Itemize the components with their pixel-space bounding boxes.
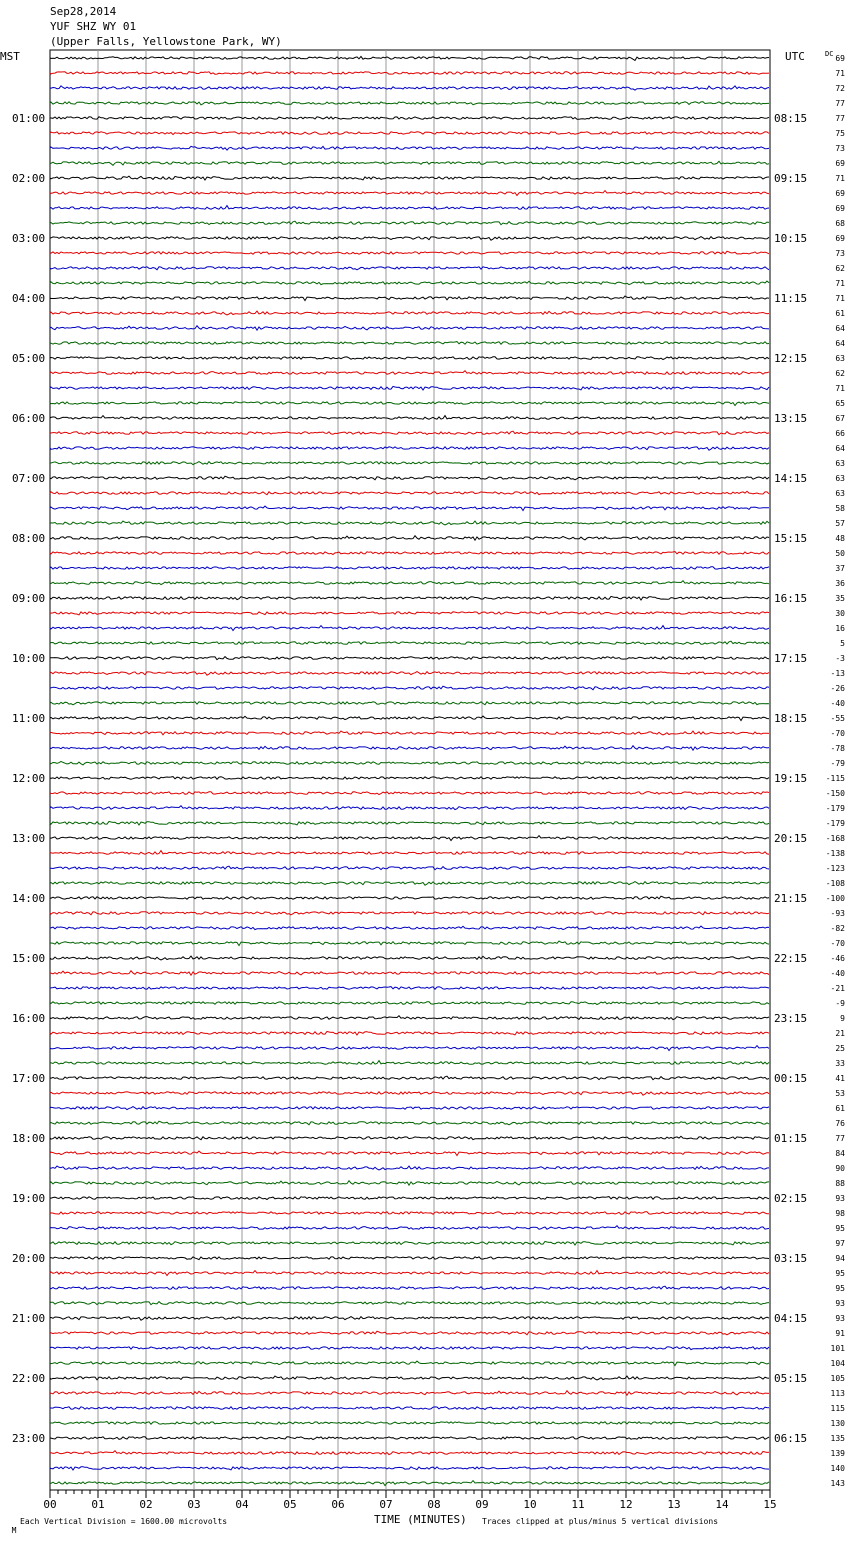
trace-row: [50, 281, 769, 285]
dc-offset-label: 36: [835, 579, 845, 588]
trace-row: [50, 1451, 769, 1455]
x-axis-label: TIME (MINUTES): [374, 1513, 467, 1526]
left-hour-label: 13:00: [12, 832, 46, 845]
trace-row: [50, 1212, 769, 1215]
plot-frame: [50, 50, 770, 1490]
trace-row: [50, 1317, 769, 1321]
dc-offset-label: 64: [835, 324, 845, 333]
trace-row: [50, 296, 769, 301]
scale-note: Each Vertical Division = 1600.00 microvolts: [20, 1517, 228, 1526]
trace-row: [50, 821, 769, 825]
dc-offset-label: 95: [835, 1284, 845, 1293]
dc-offset-label: 63: [835, 489, 845, 498]
dc-offset-label: 135: [830, 1434, 845, 1443]
dc-offset-label: 63: [835, 474, 845, 483]
x-tick-label: 06: [331, 1498, 345, 1511]
trace-row: [50, 612, 769, 615]
x-tick-label: 00: [43, 1498, 57, 1511]
trace-row: [50, 1226, 769, 1230]
x-tick-label: 09: [475, 1498, 489, 1511]
dc-offset-label: 41: [835, 1074, 845, 1083]
left-hour-label: 05:00: [12, 352, 46, 365]
trace-row: [50, 1271, 769, 1276]
trace-row: [50, 761, 769, 765]
trace-row: [50, 402, 769, 406]
x-tick-label: 05: [283, 1498, 297, 1511]
dc-offset-label: 71: [835, 294, 845, 303]
dc-offset-label: 95: [835, 1224, 845, 1233]
dc-offset-label: -79: [830, 759, 845, 768]
dc-offset-label: 69: [835, 54, 845, 63]
dc-offset-label: 62: [835, 264, 845, 273]
dc-offset-label: 105: [830, 1374, 845, 1383]
trace-row: [50, 1437, 769, 1440]
trace-row: [50, 371, 769, 375]
left-hour-label: 21:00: [12, 1312, 46, 1325]
trace-row: [50, 866, 769, 870]
x-tick-label: 08: [427, 1498, 441, 1511]
dc-offset-label: 48: [835, 534, 845, 543]
dc-offset-label: 53: [835, 1089, 845, 1098]
dc-offset-label: 67: [835, 414, 845, 423]
trace-row: [50, 912, 769, 915]
dc-offset-label: 69: [835, 234, 845, 243]
trace-row: [50, 1376, 769, 1380]
trace-row: [50, 702, 769, 705]
dc-offset-label: 33: [835, 1059, 845, 1068]
right-hour-label: 01:15: [774, 1132, 808, 1145]
trace-row: [50, 777, 769, 780]
trace-row: [50, 1347, 769, 1350]
right-hour-label: 00:15: [774, 1072, 808, 1085]
trace-row: [50, 1031, 769, 1035]
trace-row: [50, 806, 769, 810]
dc-offset-label: 77: [835, 1134, 845, 1143]
trace-row: [50, 836, 769, 841]
dc-offset-label: 63: [835, 459, 845, 468]
trace-row: [50, 416, 769, 420]
dc-offset-label: 93: [835, 1299, 845, 1308]
trace-row: [50, 581, 769, 585]
trace-row: [50, 1016, 769, 1020]
trace-row: [50, 1286, 769, 1289]
trace-row: [50, 971, 769, 976]
dc-offset-label: 93: [835, 1194, 845, 1203]
dc-offset-label: 66: [835, 429, 845, 438]
dc-offset-label: 68: [835, 219, 845, 228]
dc-offset-label: 143: [830, 1479, 845, 1488]
left-hour-label: 06:00: [12, 412, 46, 425]
trace-row: [50, 326, 769, 331]
trace-row: [50, 716, 769, 721]
x-tick-label: 13: [667, 1498, 681, 1511]
dc-offset-label: 91: [835, 1329, 845, 1338]
trace-row: [50, 1076, 769, 1080]
dc-offset-label: -70: [830, 729, 845, 738]
trace-row: [50, 447, 769, 450]
trace-row: [50, 72, 769, 75]
dc-offset-label: 73: [835, 249, 845, 258]
trace-row: [50, 1331, 769, 1335]
trace-row: [50, 1151, 769, 1156]
trace-row: [50, 626, 769, 631]
trace-row: [50, 311, 769, 315]
dc-offset-label: 21: [835, 1029, 845, 1038]
left-hour-label: 18:00: [12, 1132, 46, 1145]
trace-row: [50, 86, 769, 90]
trace-row: [50, 506, 769, 511]
dc-offset-label: -46: [830, 954, 845, 963]
dc-offset-label: 64: [835, 444, 845, 453]
left-hour-label: 04:00: [12, 292, 46, 305]
dc-offset-label: -26: [830, 684, 845, 693]
right-hour-label: 15:15: [774, 532, 808, 545]
right-hour-label: 17:15: [774, 652, 808, 665]
dc-offset-label: 69: [835, 189, 845, 198]
x-tick-label: 02: [139, 1498, 153, 1511]
x-tick-label: 03: [187, 1498, 201, 1511]
dc-offset-label: 61: [835, 1104, 845, 1113]
dc-offset-label: 97: [835, 1239, 845, 1248]
trace-row: [50, 686, 769, 690]
trace-row: [50, 1181, 769, 1186]
right-hour-label: 23:15: [774, 1012, 808, 1025]
left-hour-label: 15:00: [12, 952, 46, 965]
left-hour-label: 02:00: [12, 172, 46, 185]
dc-offset-label: -9: [835, 999, 845, 1008]
trace-row: [50, 476, 769, 480]
dc-offset-label: 35: [835, 594, 845, 603]
dc-offset-label: -21: [830, 984, 845, 993]
right-hour-label: 02:15: [774, 1192, 808, 1205]
dc-offset-label: 113: [830, 1389, 845, 1398]
dc-offset-label: 84: [835, 1149, 845, 1158]
trace-row: [50, 896, 769, 899]
right-hour-label: 13:15: [774, 412, 808, 425]
trace-row: [50, 672, 769, 676]
dc-offset-label: -100: [825, 894, 845, 903]
trace-row: [50, 521, 769, 525]
dc-offset-label: 90: [835, 1164, 845, 1173]
dc-offset-label: -123: [825, 864, 845, 873]
right-hour-label: 12:15: [774, 352, 808, 365]
trace-row: [50, 1407, 769, 1410]
x-tick-label: 14: [715, 1498, 729, 1511]
dc-offset-label: -82: [830, 924, 845, 933]
trace-row: [50, 882, 769, 886]
trace-row: [50, 1046, 769, 1051]
dc-offset-label: 71: [835, 279, 845, 288]
trace-row: [50, 342, 769, 345]
trace-row: [50, 237, 769, 241]
trace-row: [50, 357, 769, 360]
x-tick-label: 15: [763, 1498, 777, 1511]
trace-row: [50, 56, 769, 60]
dc-offset-label: -179: [825, 819, 845, 828]
dc-label: DC: [825, 50, 834, 58]
dc-offset-label: 69: [835, 204, 845, 213]
trace-row: [50, 1302, 769, 1305]
x-tick-label: 10: [523, 1498, 537, 1511]
dc-offset-label: 72: [835, 84, 845, 93]
trace-row: [50, 221, 769, 225]
trace-row: [50, 567, 769, 570]
left-hour-label: 03:00: [12, 232, 46, 245]
dc-offset-label: -150: [825, 789, 845, 798]
dc-offset-label: 69: [835, 159, 845, 168]
trace-row: [50, 1136, 769, 1139]
left-hour-label: 01:00: [12, 112, 46, 125]
dc-offset-label: 65: [835, 399, 845, 408]
dc-offset-label: -70: [830, 939, 845, 948]
x-tick-label: 01: [91, 1498, 105, 1511]
trace-row: [50, 1257, 769, 1260]
dc-offset-label: 71: [835, 174, 845, 183]
trace-row: [50, 641, 769, 644]
trace-row: [50, 731, 769, 735]
right-timezone-label: UTC: [785, 50, 805, 63]
right-hour-label: 14:15: [774, 472, 808, 485]
dc-offset-label: 5: [840, 639, 845, 648]
dc-offset-label: -168: [825, 834, 845, 843]
trace-row: [50, 1197, 769, 1200]
dc-offset-label: 115: [830, 1404, 845, 1413]
trace-row: [50, 146, 769, 150]
right-hour-label: 21:15: [774, 892, 808, 905]
dc-offset-label: 130: [830, 1419, 845, 1428]
dc-offset-label: 58: [835, 504, 845, 513]
clip-note: Traces clipped at plus/minus 5 vertical divisions: [482, 1517, 719, 1526]
right-hour-label: 19:15: [774, 772, 808, 785]
footer-mark: M: [11, 1526, 17, 1535]
left-hour-label: 14:00: [12, 892, 46, 905]
dc-offset-label: 88: [835, 1179, 845, 1188]
left-hour-label: 23:00: [12, 1432, 46, 1445]
left-hour-label: 17:00: [12, 1072, 46, 1085]
dc-offset-label: 71: [835, 69, 845, 78]
dc-offset-label: 75: [835, 129, 845, 138]
trace-row: [50, 462, 769, 465]
left-hour-label: 20:00: [12, 1252, 46, 1265]
dc-offset-label: -13: [830, 669, 845, 678]
trace-row: [50, 536, 769, 541]
dc-offset-label: 71: [835, 384, 845, 393]
right-hour-label: 06:15: [774, 1432, 808, 1445]
trace-row: [50, 987, 769, 990]
right-hour-label: 16:15: [774, 592, 808, 605]
station-location: (Upper Falls, Yellowstone Park, WY): [50, 35, 282, 48]
right-hour-label: 10:15: [774, 232, 808, 245]
right-hour-label: 05:15: [774, 1372, 808, 1385]
trace-row: [50, 1002, 769, 1005]
trace-row: [50, 657, 769, 660]
trace-row: [50, 161, 769, 165]
dc-offset-label: 62: [835, 369, 845, 378]
trace-row: [50, 552, 769, 555]
trace-row: [50, 1422, 769, 1425]
left-hour-label: 11:00: [12, 712, 46, 725]
dc-offset-label: 98: [835, 1209, 845, 1218]
dc-offset-label: 77: [835, 114, 845, 123]
trace-row: [50, 746, 769, 751]
right-hour-label: 11:15: [774, 292, 808, 305]
left-hour-label: 22:00: [12, 1372, 46, 1385]
trace-row: [50, 176, 769, 180]
trace-row: [50, 1391, 769, 1396]
trace-row: [50, 102, 769, 105]
trace-row: [50, 1092, 769, 1095]
right-hour-label: 20:15: [774, 832, 808, 845]
left-timezone-label: MST: [0, 50, 20, 63]
dc-offset-label: 9: [840, 1014, 845, 1023]
trace-row: [50, 851, 769, 855]
dc-offset-label: 101: [830, 1344, 845, 1353]
trace-row: [50, 206, 769, 210]
dc-offset-label: 16: [835, 624, 845, 633]
trace-row: [50, 1467, 769, 1470]
trace-row: [50, 1361, 769, 1366]
dc-offset-label: -115: [825, 774, 845, 783]
trace-row: [50, 431, 769, 435]
dc-offset-label: -78: [830, 744, 845, 753]
dc-offset-label: -40: [830, 969, 845, 978]
dc-offset-label: 140: [830, 1464, 845, 1473]
right-hour-label: 22:15: [774, 952, 808, 965]
dc-offset-label: 37: [835, 564, 845, 573]
dc-offset-label: 50: [835, 549, 845, 558]
dc-offset-label: -108: [825, 879, 845, 888]
left-hour-label: 07:00: [12, 472, 46, 485]
dc-offset-label: 94: [835, 1254, 845, 1263]
right-hour-label: 09:15: [774, 172, 808, 185]
dc-offset-label: 77: [835, 99, 845, 108]
trace-row: [50, 1121, 769, 1125]
dc-offset-label: -93: [830, 909, 845, 918]
trace-row: [50, 251, 769, 254]
dc-offset-label: 61: [835, 309, 845, 318]
trace-row: [50, 132, 769, 135]
dc-offset-label: 139: [830, 1449, 845, 1458]
dc-offset-label: -40: [830, 699, 845, 708]
dc-offset-label: 104: [830, 1359, 845, 1368]
trace-row: [50, 267, 769, 270]
dc-offset-label: -179: [825, 804, 845, 813]
footer-left-group: [2, 1517, 228, 1544]
right-hour-label: 04:15: [774, 1312, 808, 1325]
dc-offset-label: -3: [835, 654, 845, 663]
x-tick-label: 11: [571, 1498, 585, 1511]
trace-row: [50, 956, 769, 960]
dc-offset-label: 57: [835, 519, 845, 528]
trace-row: [50, 1061, 769, 1065]
right-hour-label: 08:15: [774, 112, 808, 125]
trace-row: [50, 386, 769, 390]
dc-offset-label: 76: [835, 1119, 845, 1128]
left-hour-label: 12:00: [12, 772, 46, 785]
left-hour-label: 10:00: [12, 652, 46, 665]
dc-offset-label: 93: [835, 1314, 845, 1323]
trace-row: [50, 1166, 769, 1170]
trace-row: [50, 191, 769, 196]
trace-row: [50, 926, 769, 930]
chart-date: Sep28,2014: [50, 5, 117, 18]
trace-row: [50, 1107, 769, 1110]
trace-row: [50, 117, 769, 119]
trace-row: [50, 491, 769, 494]
dc-offset-label: 64: [835, 339, 845, 348]
dc-offset-label: -138: [825, 849, 845, 858]
trace-row: [50, 792, 769, 795]
left-hour-label: 19:00: [12, 1192, 46, 1205]
trace-row: [50, 596, 769, 600]
dc-offset-label: 63: [835, 354, 845, 363]
left-hour-label: 09:00: [12, 592, 46, 605]
station-code: YUF SHZ WY 01: [50, 20, 137, 33]
left-hour-label: 16:00: [12, 1012, 46, 1025]
x-tick-label: 12: [619, 1498, 633, 1511]
trace-row: [50, 941, 769, 946]
right-hour-label: 03:15: [774, 1252, 808, 1265]
dc-offset-label: 30: [835, 609, 845, 618]
trace-row: [50, 1481, 769, 1486]
right-hour-label: 18:15: [774, 712, 808, 725]
trace-row: [50, 1241, 769, 1245]
dc-offset-label: 25: [835, 1044, 845, 1053]
dc-offset-label: -55: [830, 714, 845, 723]
x-tick-label: 04: [235, 1498, 249, 1511]
dc-offset-label: 95: [835, 1269, 845, 1278]
x-tick-label: 07: [379, 1498, 393, 1511]
left-hour-label: 08:00: [12, 532, 46, 545]
dc-offset-label: 73: [835, 144, 845, 153]
